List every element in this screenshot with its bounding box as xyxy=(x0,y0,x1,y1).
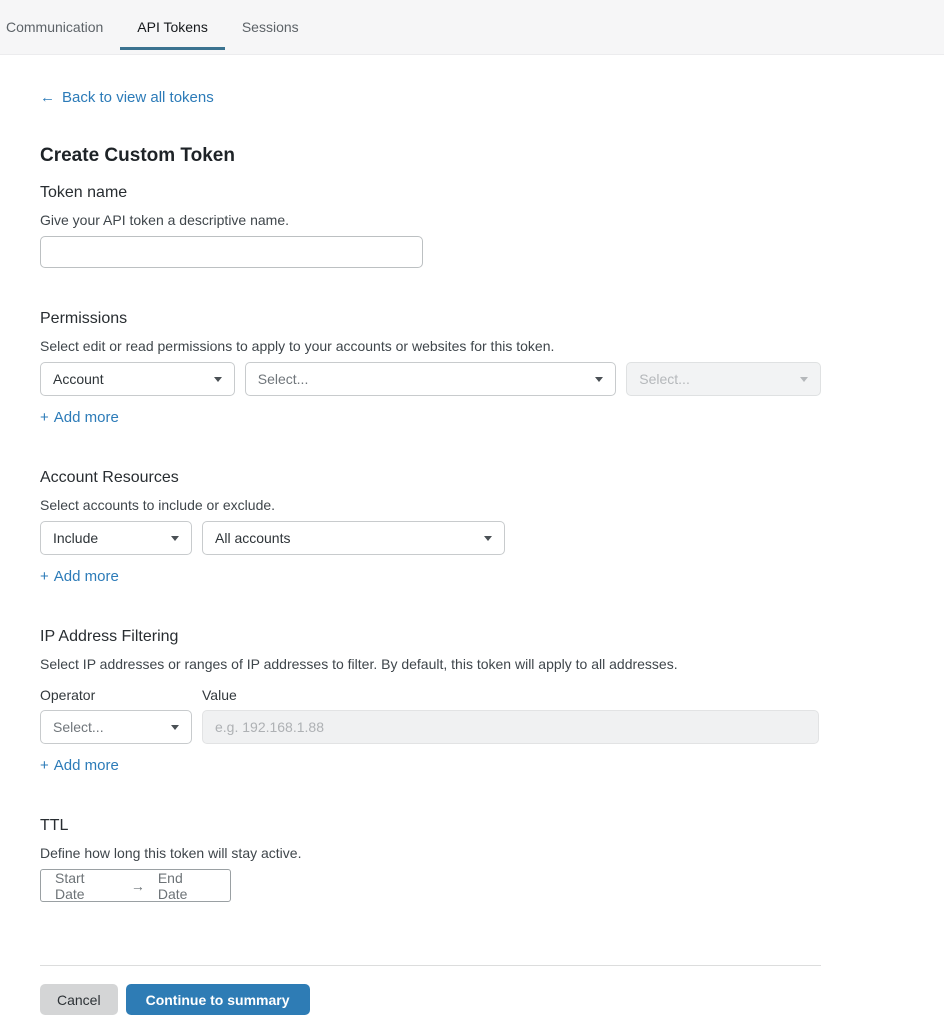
permission-scope-value: Account xyxy=(53,371,104,387)
include-exclude-select[interactable] xyxy=(40,521,192,555)
continue-button[interactable]: Continue to summary xyxy=(126,984,310,1015)
accounts-select[interactable] xyxy=(202,521,505,555)
operator-select-placeholder: Select... xyxy=(53,719,104,735)
ip-filtering-heading: IP Address Filtering xyxy=(40,628,179,645)
back-link-label: Back to view all tokens xyxy=(62,89,214,106)
permission-scope-select[interactable] xyxy=(40,362,235,396)
permissions-description: Select edit or read permissions to apply to your accounts or websites for this token. xyxy=(40,338,555,354)
token-name-description: Give your API token a descriptive name. xyxy=(40,212,290,228)
start-date-label: Start Date xyxy=(55,869,85,902)
add-more-ip-link[interactable] xyxy=(40,757,119,774)
section-permissions xyxy=(40,310,821,427)
account-resources-row xyxy=(40,521,821,555)
chevron-down-icon xyxy=(171,536,179,541)
arrow-right-icon: → xyxy=(130,877,145,894)
account-resources-heading: Account Resources xyxy=(40,469,179,486)
back-link[interactable] xyxy=(40,89,214,106)
tab-bar xyxy=(0,0,944,55)
ttl-description: Define how long this token will stay active. xyxy=(40,845,302,861)
footer-divider xyxy=(40,965,821,966)
chevron-down-icon xyxy=(484,536,492,541)
permission-select-placeholder: Select... xyxy=(257,371,309,387)
date-range-picker[interactable] xyxy=(40,869,231,902)
section-ip-filtering xyxy=(40,628,821,775)
end-date-label: End Date xyxy=(157,869,188,902)
add-more-permissions-link[interactable] xyxy=(40,409,119,426)
value-field-group xyxy=(202,687,819,744)
chevron-down-icon xyxy=(214,377,222,382)
add-more-accounts-link[interactable] xyxy=(40,568,119,585)
operator-label: Operator xyxy=(40,687,96,703)
ip-filtering-row xyxy=(40,687,821,744)
page-title: Create Custom Token xyxy=(40,145,235,166)
section-ttl xyxy=(40,817,821,902)
chevron-down-icon xyxy=(171,725,179,730)
permission-access-placeholder: Select... xyxy=(639,371,690,387)
chevron-down-icon xyxy=(800,377,808,382)
permissions-heading: Permissions xyxy=(40,310,128,327)
section-token-name xyxy=(40,184,821,268)
operator-field-group xyxy=(40,687,192,744)
add-more-label: Add more xyxy=(53,409,119,426)
permissions-row xyxy=(40,362,821,396)
main-content xyxy=(40,55,821,1015)
add-more-label: Add more xyxy=(53,757,119,774)
value-label: Value xyxy=(202,687,237,703)
account-resources-description: Select accounts to include or exclude. xyxy=(40,497,276,513)
accounts-select-value: All accounts xyxy=(215,530,291,546)
operator-select[interactable] xyxy=(40,710,192,744)
footer-actions xyxy=(40,984,821,1015)
plus-icon: + xyxy=(40,568,49,585)
tab-api-tokens[interactable]: API Tokens xyxy=(120,0,225,54)
plus-icon: + xyxy=(40,409,49,426)
section-account-resources xyxy=(40,469,821,586)
permission-select[interactable] xyxy=(245,362,617,396)
token-name-heading: Token name xyxy=(40,184,128,201)
permission-access-select xyxy=(626,362,821,396)
chevron-down-icon xyxy=(595,377,603,382)
plus-icon: + xyxy=(40,757,49,774)
cancel-button[interactable]: Cancel xyxy=(40,984,118,1015)
include-exclude-value: Include xyxy=(53,530,99,546)
back-arrow-icon: ← xyxy=(40,89,55,106)
ttl-heading: TTL xyxy=(40,817,69,834)
ip-value-input xyxy=(202,710,819,744)
token-name-input[interactable] xyxy=(40,236,423,268)
ip-filtering-description: Select IP addresses or ranges of IP addresses to filter. By default, this token will apply to all addresses. xyxy=(40,656,678,672)
tab-communication[interactable]: Communication xyxy=(6,19,104,35)
add-more-label: Add more xyxy=(53,568,119,585)
tab-sessions[interactable]: Sessions xyxy=(241,19,299,35)
